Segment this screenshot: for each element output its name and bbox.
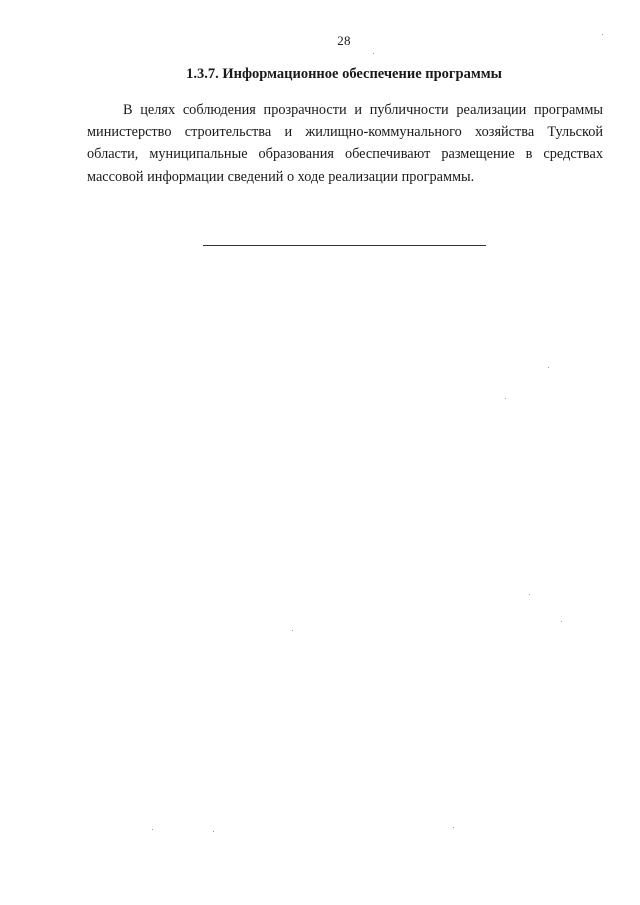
scan-speck <box>373 53 374 54</box>
scan-speck <box>505 398 506 399</box>
scan-speck <box>152 829 153 830</box>
page-number: 28 <box>337 33 351 48</box>
section-heading: 1.3.7. Информационное обеспечение программы <box>186 66 502 82</box>
scan-speck <box>453 827 454 828</box>
end-of-text-rule <box>203 245 486 246</box>
scan-speck <box>292 630 293 631</box>
scan-speck <box>529 594 530 595</box>
scan-speck <box>548 367 549 368</box>
scan-speck <box>602 34 603 35</box>
scan-speck <box>213 831 214 832</box>
scan-speck <box>561 621 562 622</box>
body-paragraph: В целях соблюдения прозрачности и публичности реализации программы министерство строительства и жилищно-коммунального хозяйства Тульской области, муниципальные образования обеспечивают размещение в средствах массовой информации сведений о ходе реализации программы. <box>87 102 603 185</box>
